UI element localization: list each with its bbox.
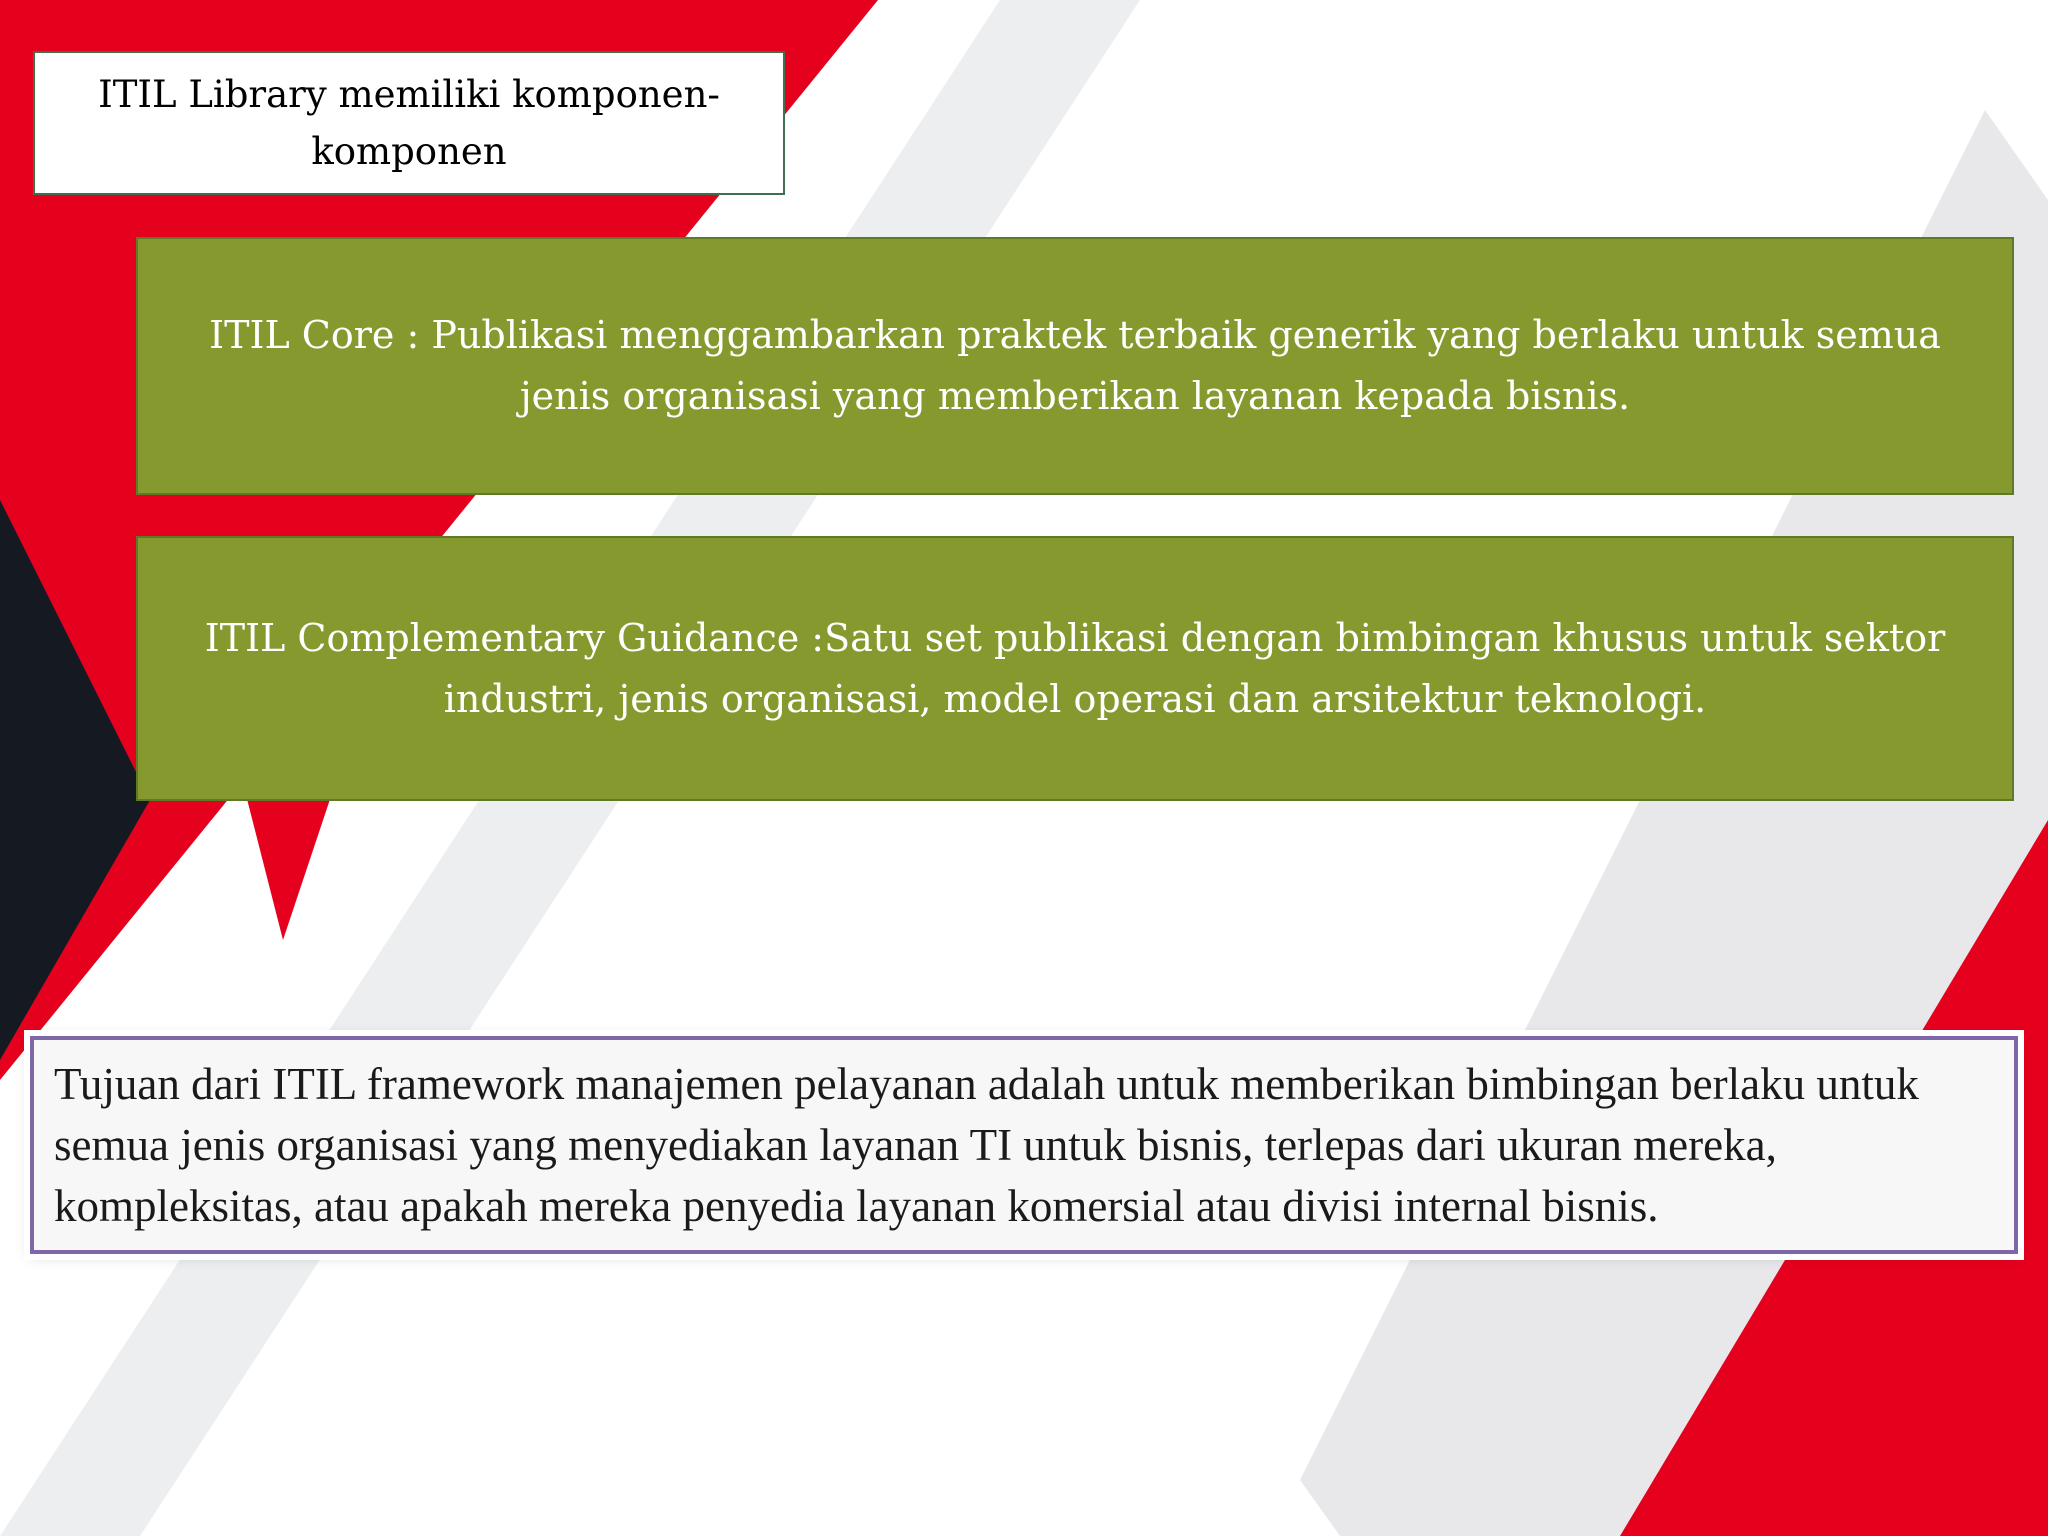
- itil-core-box: [136, 237, 2014, 495]
- summary-box: [30, 1036, 2018, 1254]
- title-box: [33, 51, 785, 195]
- slide-title: ITIL Library memiliki komponen-komponen: [98, 73, 720, 173]
- itil-complementary-guidance-box: [136, 536, 2014, 801]
- itil-complementary-guidance-text: ITIL Complementary Guidance :Satu set publikasi dengan bimbingan khusus untuk sektor industri, jenis organisasi, model operasi dan arsitektur teknologi.: [204, 615, 1946, 721]
- summary-text: Tujuan dari ITIL framework manajemen pelayanan adalah untuk memberikan bimbingan berlaku untuk semua jenis organisasi yang menyediakan layanan TI untuk bisnis, terlepas dari ukuran mereka, kompleksitas, atau apakah mereka penyedia layanan komersial atau divisi internal bisnis.: [54, 1058, 1919, 1231]
- itil-core-text: ITIL Core : Publikasi menggambarkan praktek terbaik generik yang berlaku untuk semua jenis organisasi yang memberikan layanan kepada bisnis.: [209, 313, 1941, 418]
